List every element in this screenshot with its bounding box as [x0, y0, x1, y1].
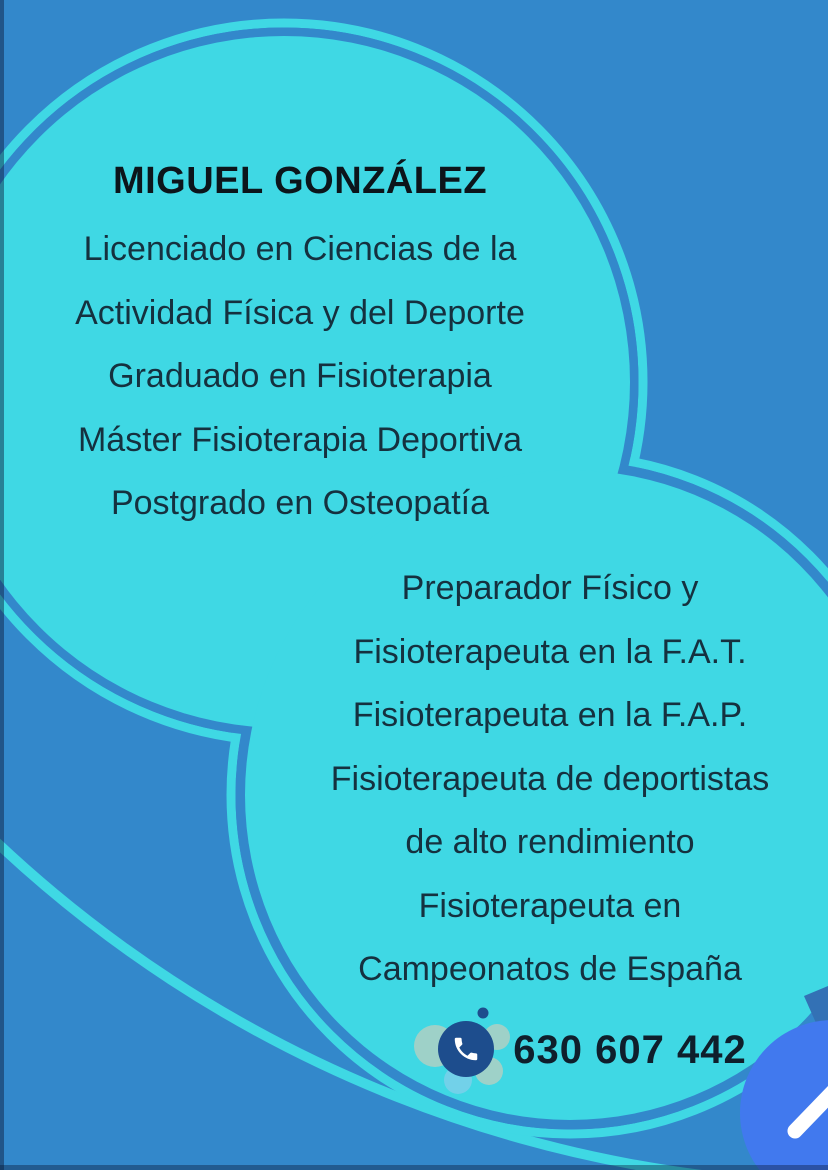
credential-line: Fisioterapeuta en la F.A.T.: [353, 632, 747, 671]
credential-line: Fisioterapeuta de deportistas: [330, 759, 770, 798]
person-name-title: MIGUEL GONZÁLEZ: [112, 160, 488, 202]
phone-dot: [478, 1008, 489, 1019]
credential-line: Máster Fisioterapia Deportiva: [77, 420, 523, 459]
credential-line: Fisioterapeuta en: [418, 886, 682, 925]
phone-number: 630 607 442: [513, 1028, 747, 1072]
credential-line: Actividad Física y del Deporte: [75, 293, 525, 332]
photo-edge-left: [0, 0, 4, 1170]
credential-line: Preparador Físico y: [401, 569, 699, 607]
credential-line: de alto rendimiento: [405, 823, 695, 861]
credential-line: Fisioterapeuta en la F.A.P.: [352, 696, 748, 734]
credential-line: Graduado en Fisioterapia: [108, 357, 492, 395]
credential-line: Campeonatos de España: [358, 950, 742, 988]
credential-line: Postgrado en Osteopatía: [110, 484, 490, 522]
photo-edge-bottom: [0, 1165, 828, 1170]
credential-line: Licenciado en Ciencias de la: [83, 230, 517, 268]
